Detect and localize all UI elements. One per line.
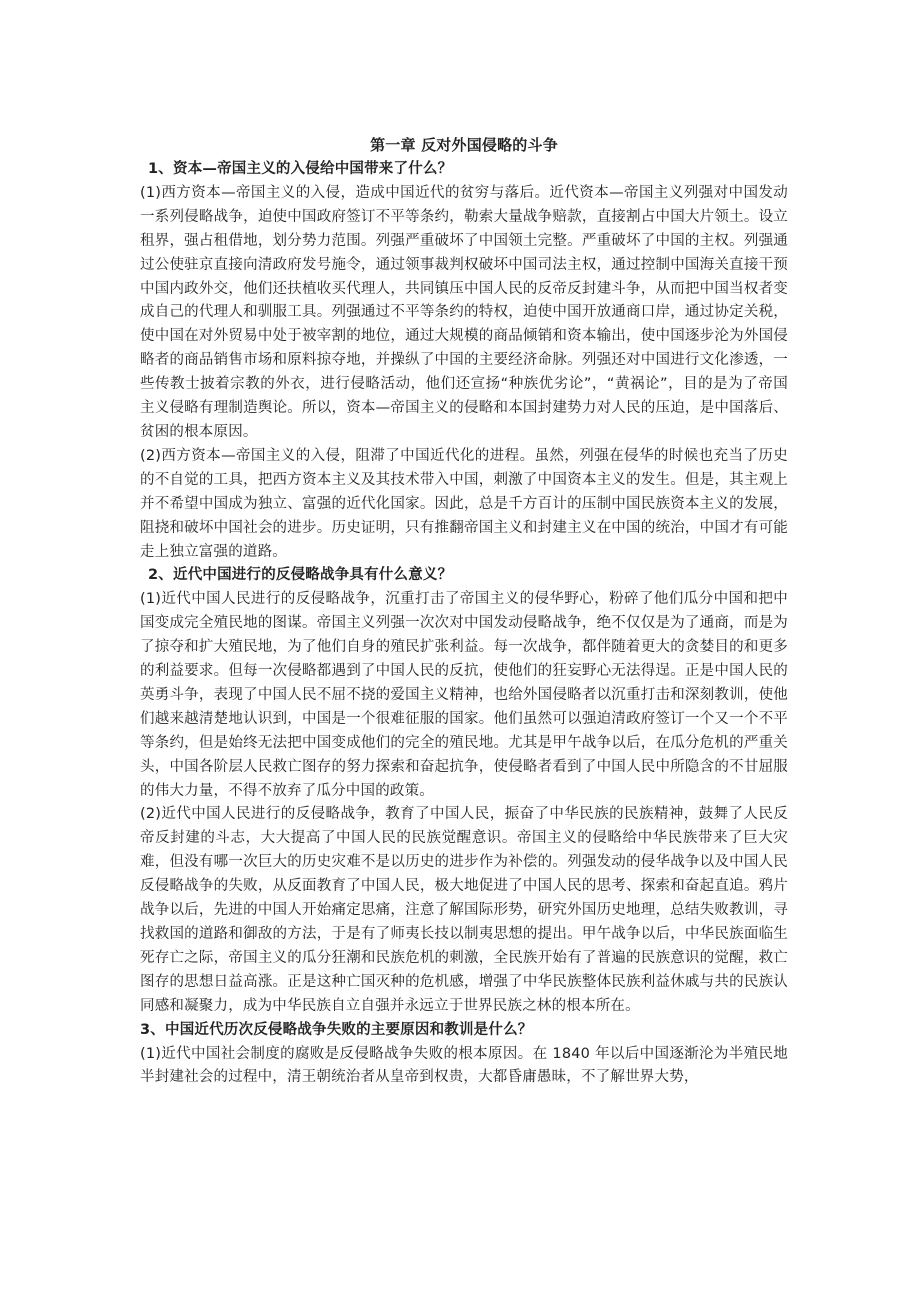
question-heading-1: 1、资本—帝国主义的入侵给中国带来了什么？ <box>148 161 453 177</box>
paragraph-q1-2: (2)西方资本—帝国主义的入侵，阻滞了中国近代化的进程。虽然，列强在侵华的时候也充当了历史的不自觉的工具，把西方资本主义及其技术带入中国，刺激了中国资本主义的发生。但是，其主观上并不希望中国成为独立、富强的近代化国家。因此，总是千方百计的压制中国民族资本主义的发展，阻挠和破坏中国社会的进步。历史证明，只有推翻帝国主义和封建主义在中国的统治，中国才有可能走上独立富强的道路。 <box>140 447 788 560</box>
paragraph-q2-2: (2)近代中国人民进行的反侵略战争，教育了中国人民，振奋了中华民族的民族精神，鼓舞了人民反帝反封建的斗志，大大提高了中国人民的民族觉醒意识。帝国主义的侵略给中华民族带来了巨大灾难，但没有哪一次巨大的历史灾难不是以历史的进步作为补偿的。列强发动的侵华战争以及中国人民反侵略战争的失败，从反面教育了中国人民，极大地促进了中国人民的思考、探索和奋起直追。鸦片战争以后，先进的中国人开始痛定思痛，注意了解国际形势，研究外国历史地理，总结失败教训，寻找救国的道路和御敌的方法，于是有了师夷长技以制夷思想的提出。甲午战争以后，中华民族面临生死存亡之际，帝国主义的瓜分狂潮和民族危机的刺激，全民族开始有了普遍的民族意识的觉醒，救亡图存的思想日益高涨。正是这种亡国灭种的危机感，增强了中华民族整体民族利益休戚与共的民族认同感和凝聚力，成为中华民族自立自强并永远立于世界民族之林的根本所在。 <box>140 806 788 1014</box>
paragraph-q1-1: (1)西方资本—帝国主义的入侵，造成中国近代的贫穷与落后。近代资本—帝国主义列强对中国发动一系列侵略战争，迫使中国政府签订不平等条约，勒索大量战争赔款，直接割占中国大片领土。设立租界，强占租借地，划分势力范围。列强严重破坏了中国领土完整。严重破坏了中国的主权。列强通过公使驻京直接向清政府发号施令，通过领事裁判权破坏中国司法主权，通过控制中国海关直接干预中国内政外交，他们还扶植收买代理人，共同镇压中国人民的反帝反封建斗争，从而把中国当权者变成自己的代理人和驯服工具。列强通过不平等条约的特权，迫使中国开放通商口岸，通过协定关税，使中国在对外贸易中处于被宰割的地位，通过大规模的商品倾销和资本输出，使中国逐步沦为外国侵略者的商品销售市场和原料掠夺地，并操纵了中国的主要经济命脉。列强还对中国进行文化渗透，一些传教士披着宗教的外衣，进行侵略活动，他们还宣扬“种族优劣论”，“黄祸论”，目的是为了帝国主义侵略有理制造舆论。所以，资本—帝国主义的侵略和本国封建势力对人民的压迫，是中国落后、贫困的根本原因。 <box>140 184 788 440</box>
question-heading-3: 3、中国近代历次反侵略战争失败的主要原因和教训是什么？ <box>140 1021 533 1038</box>
paragraph-q3-1: (1)近代中国社会制度的腐败是反侵略战争失败的根本原因。在 1840 年以后中国逐渐沦为半殖民地半封建社会的过程中，清王朝统治者从皇帝到权贵，大都昏庸愚昧，不了解世界大势， <box>140 1045 788 1086</box>
paragraph-q2-1: (1)近代中国人民进行的反侵略战争，沉重打击了帝国主义的侵华野心，粉碎了他们瓜分中国和把中国变成完全殖民地的图谋。帝国主义列强一次次对中国发动侵略战争，绝不仅仅是为了通商，而是为了掠夺和扩大殖民地，为了他们自身的殖民扩张利益。每一次战争，都伴随着更大的贪婪目的和更多的利益要求。但每一次侵略都遇到了中国人民的反抗，使他们的狂妄野心无法得逞。正是中国人民的英勇斗争，表现了中国人民不屈不挠的爱国主义精神，也给外国侵略者以沉重打击和深刻教训，使他们越来越清楚地认识到，中国是一个很难征服的国家。他们虽然可以强迫清政府签订一个又一个不平等条约，但是始终无法把中国变成他们的完全的殖民地。尤其是甲午战争以后，在瓜分危机的严重关头，中国各阶层人民救亡图存的努力探索和奋起抗争，使侵略者看到了中国人民中所隐含的不甘屈服的伟大力量，不得不放弃了瓜分中国的政策。 <box>140 591 788 799</box>
chapter-title: 第一章 反对外国侵略的斗争 <box>370 136 558 154</box>
question-heading-2: 2、近代中国进行的反侵略战争具有什么意义？ <box>148 567 453 584</box>
document-body <box>140 133 788 1090</box>
